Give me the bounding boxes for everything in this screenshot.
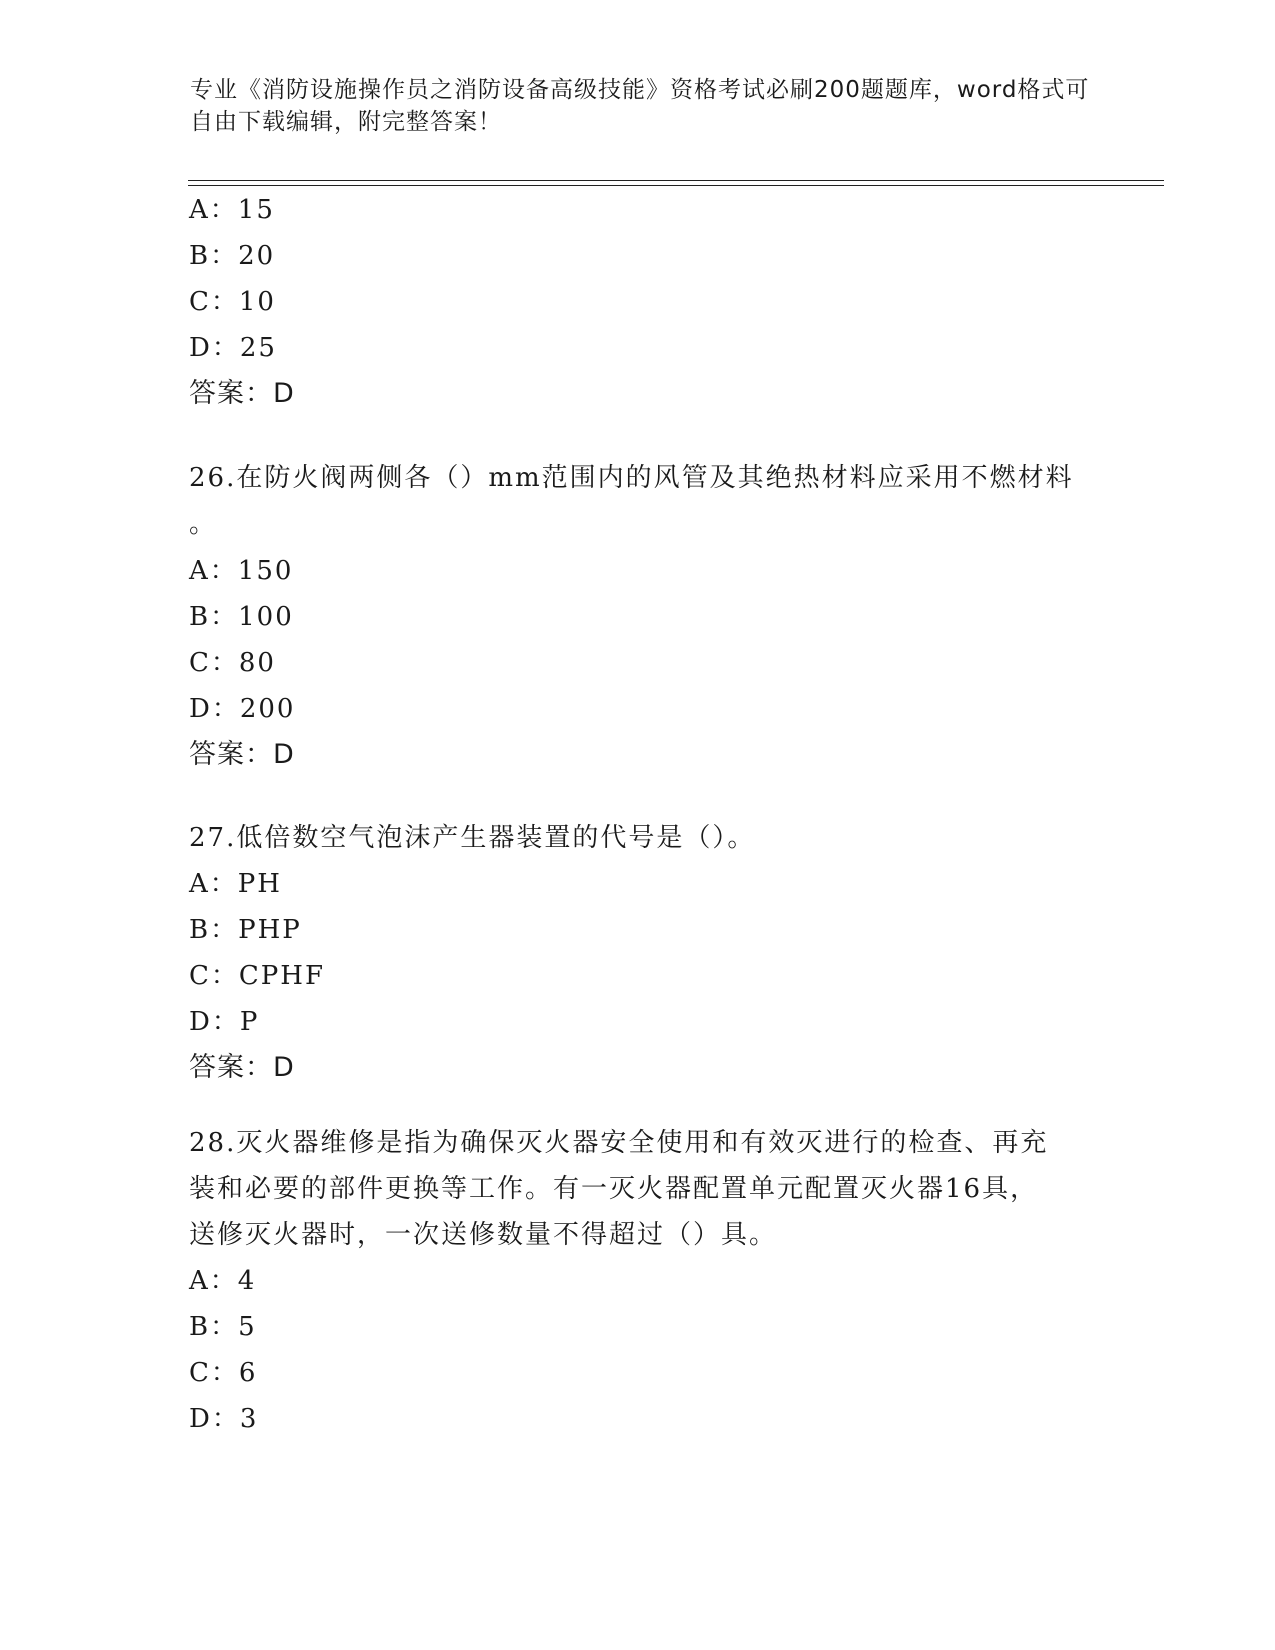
option-a: A：4 [189,1266,257,1296]
option-d: D：P [189,1007,260,1037]
option-b: B：20 [189,241,276,271]
question-text: 28.灭火器维修是指为确保灭火器安全使用和有效灭进行的检查、再充 [189,1128,1049,1158]
option-d: D：200 [189,694,296,724]
answer-line: 答案：D [189,739,295,770]
question-block-28 [189,1120,1089,1442]
question-text-continued: 送修灭火器时，一次送修数量不得超过（）具。 [189,1220,778,1250]
header-rule-top [188,180,1164,181]
option-d: D：25 [189,333,277,363]
question-block-27 [189,815,1089,1091]
header-rule-bottom [188,185,1164,186]
question-block-25 [189,187,1089,417]
option-c: C：6 [189,1358,258,1388]
option-b: B：PHP [189,915,302,945]
option-c: C：CPHF [189,961,325,991]
question-text-continued: 。 [189,509,218,539]
option-d: D：3 [189,1404,259,1434]
option-b: B：100 [189,602,294,632]
answer-line: 答案：D [189,1052,295,1083]
option-c: C：80 [189,648,276,678]
question-text: 26.在防火阀两侧各（）mm范围内的风管及其绝热材料应采用不燃材料 [189,463,1074,493]
question-block-26 [189,456,1089,778]
option-a: A：150 [189,556,294,586]
question-text: 27.低倍数空气泡沫产生器装置的代号是（）。 [189,823,756,853]
option-b: B：5 [189,1312,257,1342]
option-a: A：PH [189,869,282,899]
answer-line: 答案：D [189,378,295,409]
option-c: C：10 [189,287,276,317]
question-text-continued: 装和必要的部件更换等工作。有一灭火器配置单元配置灭火器16具， [189,1174,1039,1204]
document-header: 专业《消防设施操作员之消防设备高级技能》资格考试必刷200题题库，word格式可自由下载编辑，附完整答案！ [190,77,1090,135]
option-a: A：15 [189,195,275,225]
